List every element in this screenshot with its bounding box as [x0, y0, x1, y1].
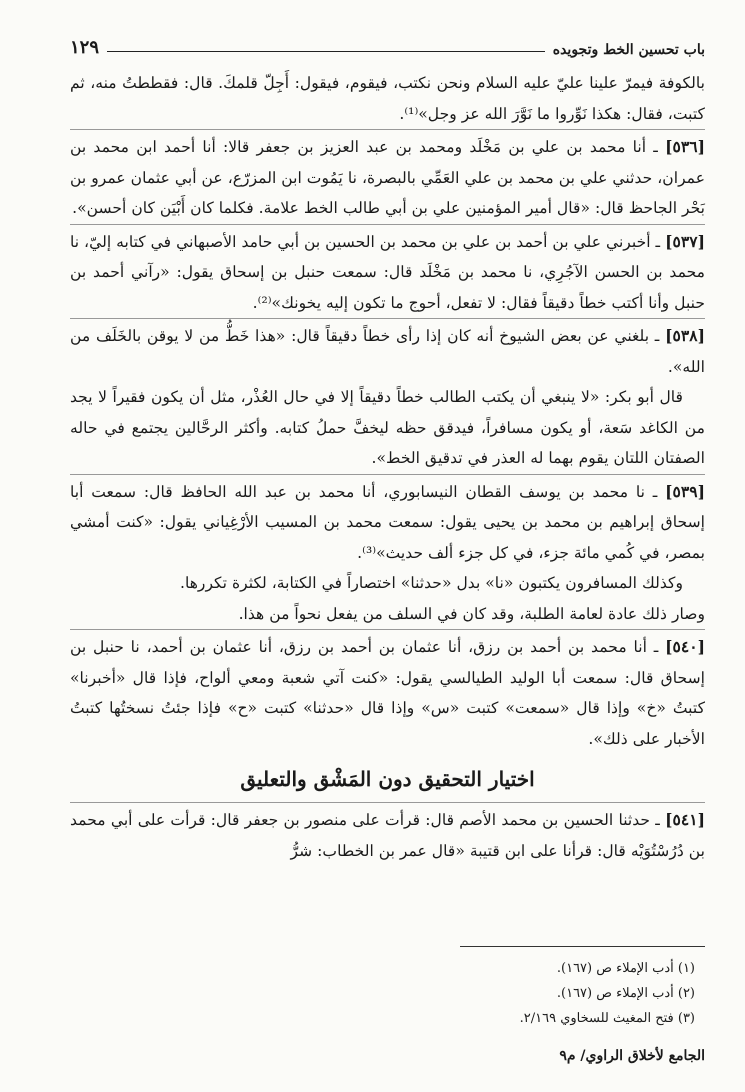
entry-537	[70, 224, 705, 319]
paragraph-custom: وصار ذلك عادة لعامة الطلبة، وقد كان في السلف من يفعل نحواً من هذا.	[238, 604, 705, 623]
entry-number: [٥٣٦]	[665, 137, 705, 156]
entry-text: ـ أنا محمد بن أحمد بن رزق، أنا عثمان بن أحمد بن رزق، أنا عثمان بن أحمد، نا حنبل بن إسحاق قال: سمعت أبا الوليد الطيالسي يقول: «كنت آتي شعبة ومعي ألواح، فإذا قال «أخبرنا» كتبتُ «خ» وإذا قال «سمعت» كتبت «س» وإذا قال «حدثنا» كتبت «ح» فإذا جئتُ نسختُها كتبتُ الأخبار على ذلك».	[70, 638, 705, 748]
footnote-3: (٣) فتح المغيث للسخاوي ٢/١٦٩.	[519, 1011, 695, 1026]
entry-number: [٥٤٠]	[665, 637, 705, 656]
paragraph-abu-bakr: قال أبو بكر: «لا ينبغي أن يكتب الطالب خطاً دقيقاً إلا في حال العُذْر، مثل أن يكون فقيراً لا يجد من الكاغد سَعة، أو يكون مسافراً، فيدقق حظه ليخفَّ حملُ كتابه. وأكثر الرحَّالين يجتمع في حاله الصفتان اللتان يقوم بهما له العذر في تدقيق الخط».	[70, 388, 705, 467]
entry-text: ـ أخبرني علي بن أحمد بن علي بن محمد بن الحسين بن أبي حامد الأصبهاني في كتابه إليّ، نا محمد بن الحسن الآجُرِي، نا محمد بن مَخْلَد قال: سمعت حنبل بن إسحاق يقول: «رآني أحمد بن حنبل وأنا أكتب خطاً دقيقاً فقال: لا تفعل، أحوج ما تكون إليه يخونك»⁽²⁾.	[70, 232, 705, 312]
paragraph-travelers: وكذلك المسافرون يكتبون «نا» بدل «حدثنا» اختصاراً في الكتابة، لكثرة تكررها.	[179, 574, 683, 592]
page-header	[70, 28, 705, 58]
footnote-1: (١) أدب الإملاء ص (١٦٧).	[556, 961, 695, 976]
entry-539	[70, 474, 705, 569]
entry-number: [٥٤١]	[665, 810, 705, 829]
entry-538	[70, 318, 705, 382]
body-text	[70, 68, 705, 866]
entry-text: ـ حدثنا الحسين بن محمد الأصم قال: قرأت على منصور بن جعفر قال: قرأت على أبي محمد بن دُرُسْتُوَيْه قال: قرأنا على ابن قتيبة «قال عمر بن الخطاب: شرُّ	[70, 811, 705, 860]
entry-540	[70, 629, 705, 754]
entry-text: ـ أنا محمد بن علي بن مَخْلَد ومحمد بن عبد العزيز بن جعفر قالا: أنا أحمد ابن محمد بن عمران، حدثني علي بن محمد بن علي العَمِّي بالبصرة، نا يَمُوت ابن المزرّع، عن أبي عثمان عمرو بن بَحْر الجاحظ قال: «قال أمير المؤمنين علي بن أبي طالب الخط علامة. فكلما كان أَبْيَن كان أحسن».	[70, 138, 705, 217]
entry-number: [٥٣٨]	[665, 326, 705, 345]
entry-text: ـ بلغني عن بعض الشيوخ أنه كان إذا رأى خطاً دقيقاً قال: «هذا خَطُّ من لا يوقن بالخَلَف من الله».	[70, 327, 705, 376]
entry-text: ـ نا محمد بن يوسف القطان النيسابوري، أنا محمد بن عبد الله الحافظ قال: سمعت أبا إسحاق إبراهيم بن محمد بن يحيى يقول: سمعت محمد بن المسيب الأرْغِياني يقول: «كنت أمشي بمصر، في كُمي مائة جزء، في كل جزء ألف حديث»⁽³⁾.	[70, 482, 705, 562]
section-heading: اختيار التحقيق دون المَشْق والتعليق	[240, 767, 535, 791]
footnote-2: (٢) أدب الإملاء ص (١٦٧).	[556, 986, 695, 1001]
entry-536	[70, 129, 705, 224]
page-number: ١٢٩	[70, 37, 100, 58]
book-signature: الجامع لأخلاق الراوي/ م٩	[559, 1048, 705, 1064]
paragraph-continuation: بالكوفة فيمرّ علينا عليّ عليه السلام ونحن نكتب، فيقوم، فيقول: أَجِلّ قلمكَ. قال: فقططتُ منه، ثم كتبت، فقال: هكذا نَوِّروا ما نَوَّرَ الله عز وجل»⁽¹⁾.	[70, 74, 705, 123]
header-rule	[107, 51, 545, 52]
entry-number: [٥٣٧]	[665, 231, 705, 251]
footnote-rule	[460, 946, 705, 947]
entry-541	[70, 802, 705, 866]
running-title: باب تحسين الخط وتجويده	[552, 42, 705, 58]
footnotes	[70, 956, 705, 1031]
entry-number: [٥٣٩]	[665, 481, 705, 501]
